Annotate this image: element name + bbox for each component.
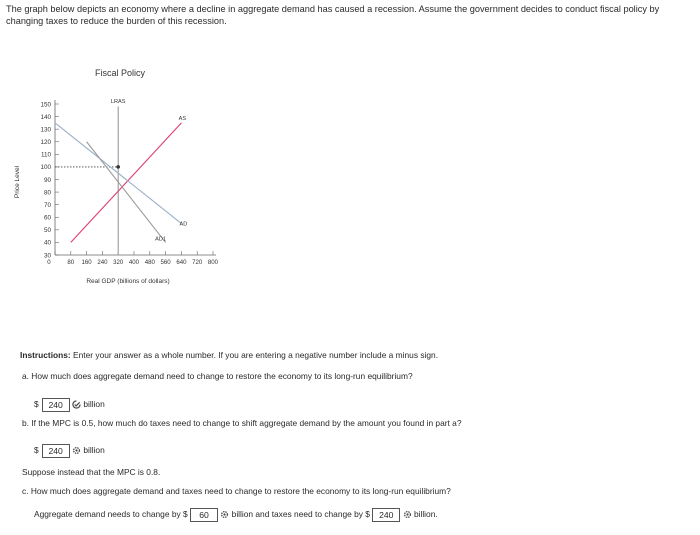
ad1-line [87, 142, 166, 243]
answer-a-input[interactable]: 240 [42, 398, 70, 412]
instructions [20, 350, 438, 360]
y-tick-label: 60 [43, 214, 51, 222]
x-tick-label: 480 [144, 259, 155, 266]
answer-a-unit: billion [83, 399, 105, 410]
y-tick-label: 30 [43, 252, 51, 260]
x-tick-label: 560 [160, 259, 171, 266]
dollar-sign-b: $ [34, 445, 39, 456]
x-tick-label: 80 [67, 259, 75, 266]
y-tick-label: 110 [40, 151, 51, 159]
x-axis-label: Real GDP (billions of dollars) [86, 278, 170, 285]
x-tick-label: 320 [113, 259, 124, 266]
as-line [71, 123, 182, 243]
x-tick-label: 720 [192, 259, 203, 266]
y-axis-label: Price Level [14, 165, 21, 199]
y-tick-label: 50 [43, 227, 51, 235]
x-tick-label: 0 [47, 259, 51, 266]
intro-text: The graph below depicts an economy where a decline in aggregate demand has caused a recession. Assume the government decides to conduct fiscal policy by changing taxes to reduce the burden of this recession. [6, 4, 660, 26]
gear-icon [403, 510, 412, 521]
as-label: AS [178, 115, 187, 122]
axes [55, 100, 216, 255]
x-tick-label: 400 [128, 259, 140, 266]
x-tick-label: 240 [97, 259, 108, 266]
x-tick-label: 800 [207, 259, 219, 266]
check-icon [72, 400, 81, 411]
suppose-text: Suppose instead that the MPC is 0.8. [22, 467, 161, 477]
y-tick-label: 130 [40, 126, 51, 134]
gear-icon [220, 510, 229, 521]
ticks [40, 101, 218, 266]
answer-c-text-1: Aggregate demand needs to change by $ [34, 509, 188, 520]
ad-label: AD [179, 221, 188, 228]
y-tick-label: 150 [40, 101, 51, 109]
answer-c-ad-input[interactable]: 60 [190, 508, 218, 522]
y-tick-label: 40 [43, 239, 51, 247]
y-tick-label: 100 [40, 164, 51, 172]
answer-b-unit: billion [83, 445, 105, 456]
x-tick-label: 640 [176, 259, 187, 266]
y-tick-label: 140 [40, 113, 51, 121]
fiscal-policy-chart [0, 60, 240, 295]
question-a: a. How much does aggregate demand need to change to restore the economy to its long-run equilibrium? [22, 371, 413, 381]
answer-c-text-3: billion. [413, 509, 438, 520]
answer-a-row [34, 398, 105, 412]
chart-title: Fiscal Policy [94, 68, 146, 78]
y-tick-label: 120 [40, 139, 51, 147]
question-c: c. How much does aggregate demand and taxes need to change to restore the economy to its long-run equilibrium? [22, 486, 451, 496]
answer-c-text-2: billion and taxes need to change by $ [231, 509, 370, 520]
curves [55, 107, 181, 255]
x-tick-label: 160 [81, 259, 92, 266]
lras-label: LRAS [110, 99, 126, 105]
answer-c-row [34, 508, 438, 522]
answer-b-row [34, 444, 105, 458]
answer-b-input[interactable]: 240 [42, 444, 70, 458]
y-tick-label: 90 [43, 176, 51, 184]
y-tick-label: 80 [43, 189, 51, 197]
ad1-label: AD1 [155, 236, 167, 243]
instructions-label: Instructions: [20, 350, 71, 360]
gear-icon [72, 446, 81, 457]
instructions-text: Enter your answer as a whole number. If you are entering a negative number include a minus sign. [73, 350, 439, 360]
dollar-sign-a: $ [34, 399, 39, 410]
y-tick-label: 70 [43, 201, 51, 209]
question-b: b. If the MPC is 0.5, how much do taxes need to change to shift aggregate demand by the amount you found in part a? [22, 418, 462, 428]
equilibrium-point [116, 165, 120, 169]
answer-c-tax-input[interactable]: 240 [372, 508, 400, 522]
